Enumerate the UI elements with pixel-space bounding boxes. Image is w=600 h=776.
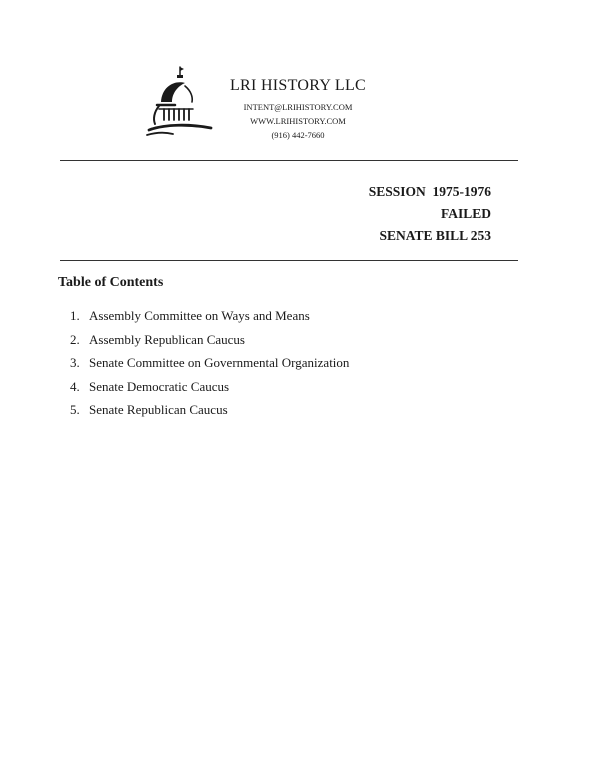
toc-item-number: 1.	[70, 308, 80, 323]
toc-item-label: Assembly Committee on Ways and Means	[89, 308, 310, 323]
bill-divider	[60, 260, 518, 261]
company-email: INTENT@LRIHISTORY.COM	[243, 102, 353, 112]
toc-item-label: Assembly Republican Caucus	[89, 331, 245, 347]
bill-name: SENATE BILL 253	[379, 228, 491, 243]
toc-item[interactable]	[70, 401, 349, 425]
toc-item[interactable]	[70, 378, 349, 402]
toc-list	[70, 307, 349, 425]
toc-item-number: 5.	[70, 402, 80, 417]
header-divider	[60, 160, 518, 161]
session-label: SESSION 1975-1976	[368, 184, 491, 199]
toc-item-label: Senate Committee on Governmental Organization	[89, 355, 350, 370]
toc-item-label: Senate Republican Caucus	[89, 402, 228, 417]
company-website: WWW.LRIHISTORY.COM	[250, 116, 346, 126]
toc-title: Table of Contents	[58, 275, 164, 290]
company-name: LRI HISTORY LLC	[229, 77, 367, 94]
capitol-dome-icon	[145, 64, 213, 140]
bill-info	[369, 181, 491, 247]
toc-item[interactable]	[70, 307, 349, 331]
toc-item-label: Senate Democratic Caucus	[89, 378, 230, 394]
company-phone: (916) 442-7660	[271, 130, 325, 140]
toc-item-number: 4.	[70, 378, 80, 394]
bill-status: FAILED	[440, 206, 491, 221]
company-info	[225, 76, 371, 142]
toc-item[interactable]	[70, 331, 349, 355]
toc-item-number: 2.	[70, 331, 80, 347]
toc-item-number: 3.	[70, 355, 80, 370]
toc-item[interactable]	[70, 354, 349, 378]
